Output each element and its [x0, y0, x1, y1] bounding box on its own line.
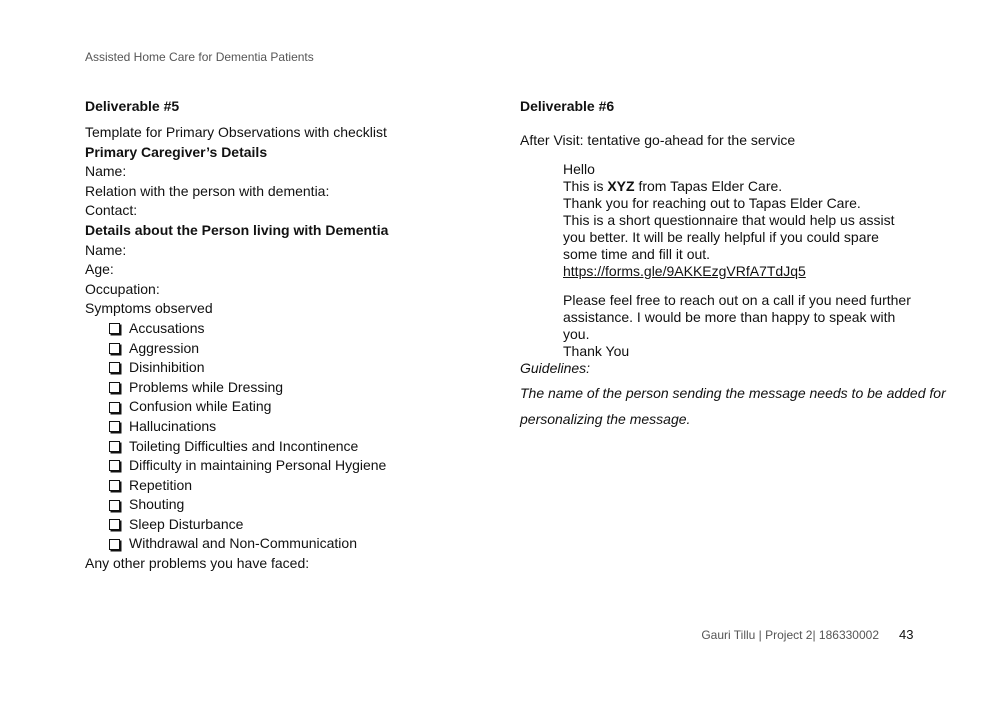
- checklist-item-label: Confusion while Eating: [129, 398, 272, 415]
- checkbox-icon: [109, 402, 120, 413]
- checkbox-icon: [109, 441, 120, 452]
- caregiver-relation-field: Relation with the person with dementia:: [85, 182, 330, 199]
- checkbox-icon: [109, 323, 120, 334]
- deliverable-6-section: [520, 97, 946, 432]
- checklist-item: [85, 417, 485, 437]
- message-call-3: you.: [563, 325, 590, 342]
- caregiver-contact-field: Contact:: [85, 202, 138, 219]
- checkbox-icon: [109, 519, 120, 530]
- symptoms-checklist: [85, 319, 485, 554]
- checklist-item-label: Withdrawal and Non-Communication: [129, 535, 357, 552]
- checkbox-icon: [109, 539, 120, 550]
- message-this-is: [563, 178, 913, 195]
- message-template: [563, 161, 913, 360]
- guidelines-line-2: personalizing the message.: [520, 410, 691, 427]
- checklist-item-label: Toileting Difficulties and Incontinence: [129, 437, 359, 454]
- message-questionnaire-1: This is a short questionnaire that would help us assist: [563, 211, 895, 228]
- checkbox-icon: [109, 500, 120, 511]
- person-name-field: Name:: [85, 241, 127, 258]
- person-occupation-field: Occupation:: [85, 280, 160, 297]
- checklist-item: [85, 476, 485, 496]
- message-call-1: Please feel free to reach out on a call if you need further: [563, 291, 911, 308]
- checklist-item: [85, 378, 485, 398]
- caregiver-heading: Primary Caregiver’s Details: [85, 143, 268, 160]
- page-number: 43: [899, 627, 914, 642]
- deliverable-6-title: Deliverable #6: [520, 98, 615, 114]
- person-heading: Details about the Person living with Dementia: [85, 221, 389, 238]
- message-sender: XYZ: [607, 177, 635, 194]
- checklist-item-label: Hallucinations: [129, 417, 217, 434]
- guidelines-line-1: The name of the person sending the message needs to be added for: [520, 384, 946, 401]
- checklist-item: [85, 319, 485, 339]
- checklist-item-label: Disinhibition: [129, 359, 205, 376]
- checklist-item-label: Sleep Disturbance: [129, 515, 244, 532]
- deliverable-5-section: [85, 97, 485, 574]
- checkbox-icon: [109, 460, 120, 471]
- checklist-item: [85, 456, 485, 476]
- checkbox-icon: [109, 421, 120, 432]
- checklist-item: [85, 339, 485, 359]
- checklist-item: [85, 495, 485, 515]
- after-visit-intro: After Visit: tentative go-ahead for the service: [520, 132, 796, 148]
- checkbox-icon: [109, 382, 120, 393]
- checklist-item: [85, 397, 485, 417]
- checklist-item-label: Shouting: [129, 496, 185, 513]
- checkbox-icon: [109, 362, 120, 373]
- message-questionnaire-2: you better. It will be really helpful if you could spare: [563, 228, 879, 245]
- checklist-item-label: Problems while Dressing: [129, 378, 284, 395]
- person-age-field: Age:: [85, 261, 114, 278]
- checklist-item: [85, 437, 485, 457]
- caregiver-name-field: Name:: [85, 163, 127, 180]
- checklist-item-label: Difficulty in maintaining Personal Hygiene: [129, 457, 387, 474]
- page-header: Assisted Home Care for Dementia Patients: [85, 50, 314, 64]
- footer-author: Gauri Tillu | Project 2| 186330002: [701, 628, 879, 642]
- checklist-item: [85, 515, 485, 535]
- other-problems-field: Any other problems you have faced:: [85, 555, 310, 572]
- template-line: Template for Primary Observations with checklist: [85, 124, 387, 140]
- questionnaire-link[interactable]: https://forms.gle/9AKKEzgVRfA7TdJq5: [563, 262, 806, 279]
- guidelines-label: Guidelines:: [520, 359, 591, 376]
- message-call-2: assistance. I would be more than happy to speak with: [563, 308, 896, 325]
- checklist-item: [85, 534, 485, 554]
- checkbox-icon: [109, 343, 120, 354]
- checklist-item: [85, 358, 485, 378]
- deliverable-5-title: Deliverable #5: [85, 98, 180, 114]
- message-sign-off: Thank You: [563, 342, 630, 359]
- message-this-is-prefix: This is: [563, 177, 608, 194]
- message-this-is-suffix: from Tapas Elder Care.: [634, 177, 783, 194]
- checklist-item-label: Accusations: [129, 319, 205, 336]
- message-questionnaire-3: some time and fill it out.: [563, 245, 711, 262]
- checklist-item-label: Repetition: [129, 476, 193, 493]
- checklist-item-label: Aggression: [129, 339, 200, 356]
- message-greeting: Hello: [563, 160, 595, 177]
- message-thanks: Thank you for reaching out to Tapas Elder Care.: [563, 194, 861, 211]
- symptoms-heading: Symptoms observed: [85, 300, 213, 317]
- checkbox-icon: [109, 480, 120, 491]
